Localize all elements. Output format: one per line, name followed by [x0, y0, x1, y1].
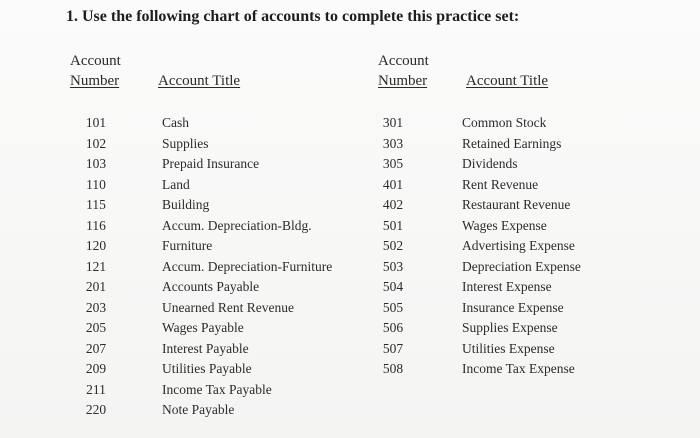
account-number: 121 — [85, 258, 107, 274]
account-title: Dividends — [462, 156, 518, 171]
account-number: 205 — [85, 320, 107, 335]
account-title: Accum. Depreciation-Bldg. — [162, 217, 312, 233]
account-number: 209 — [85, 361, 107, 376]
account-title: Interest Expense — [462, 279, 552, 294]
account-title: Depreciation Expense — [462, 258, 581, 274]
account-number: 401 — [382, 176, 404, 192]
account-title: Income Tax Payable — [162, 381, 272, 397]
account-number: 508 — [382, 361, 404, 376]
account-number: 303 — [382, 135, 404, 151]
account-number: 506 — [382, 320, 404, 335]
account-title: Advertising Expense — [462, 238, 575, 253]
account-number: 505 — [382, 299, 404, 315]
account-title: Common Stock — [462, 115, 547, 130]
account-title: Accum. Depreciation-Furniture — [162, 258, 333, 274]
account-title: Income Tax Expense — [462, 361, 575, 376]
account-number: 502 — [382, 238, 404, 253]
account-title: Land — [162, 176, 190, 192]
account-number: 203 — [85, 299, 107, 315]
account-number: 103 — [85, 156, 107, 171]
account-number: 110 — [86, 176, 106, 192]
account-title: Utilities Payable — [162, 361, 252, 376]
account-title: Interest Payable — [162, 340, 249, 356]
account-title: Restaurant Revenue — [462, 197, 571, 212]
account-number: 120 — [85, 238, 107, 253]
account-title: Supplies — [162, 135, 209, 151]
account-title: Cash — [162, 115, 189, 130]
account-title: Building — [162, 197, 210, 212]
account-title: Furniture — [162, 238, 213, 253]
account-title: Prepaid Insurance — [162, 156, 260, 171]
right-title-header: Account Title — [466, 73, 549, 89]
account-title: Utilities Expense — [462, 340, 555, 356]
account-number: 301 — [382, 115, 404, 130]
account-title: Supplies Expense — [462, 320, 558, 335]
account-number: 501 — [382, 217, 404, 233]
account-number: 504 — [382, 279, 404, 294]
account-number: 305 — [382, 156, 404, 171]
instruction-heading: 1. Use the following chart of accounts to complete this practice set: — [66, 8, 520, 25]
account-title: Wages Expense — [462, 217, 547, 233]
account-number: 207 — [85, 340, 107, 356]
right-account-numbers — [376, 113, 410, 380]
left-number-header-top: Account — [70, 53, 121, 69]
account-number: 116 — [86, 217, 106, 233]
left-account-titles — [162, 113, 332, 421]
account-number: 503 — [382, 258, 404, 274]
account-title: Unearned Rent Revenue — [162, 299, 294, 315]
account-number: 211 — [86, 381, 106, 397]
account-title: Wages Payable — [162, 320, 244, 335]
right-number-header-bottom: Number — [378, 73, 428, 89]
right-number-header-top: Account — [378, 53, 429, 69]
account-number: 507 — [382, 340, 404, 356]
account-number: 115 — [86, 197, 106, 212]
left-title-header: Account Title — [158, 73, 241, 89]
account-number: 102 — [85, 135, 107, 151]
account-title: Insurance Expense — [462, 299, 564, 315]
left-account-numbers — [76, 113, 116, 421]
account-number: 402 — [382, 197, 404, 212]
account-title: Retained Earnings — [462, 135, 562, 151]
account-title: Note Payable — [162, 402, 235, 417]
account-title: Rent Revenue — [462, 176, 539, 192]
account-title: Accounts Payable — [162, 279, 260, 294]
account-number: 220 — [85, 402, 107, 417]
left-number-header-bottom: Number — [70, 73, 120, 89]
account-number: 101 — [85, 115, 107, 130]
right-account-titles — [462, 113, 581, 380]
account-number: 201 — [85, 279, 107, 294]
